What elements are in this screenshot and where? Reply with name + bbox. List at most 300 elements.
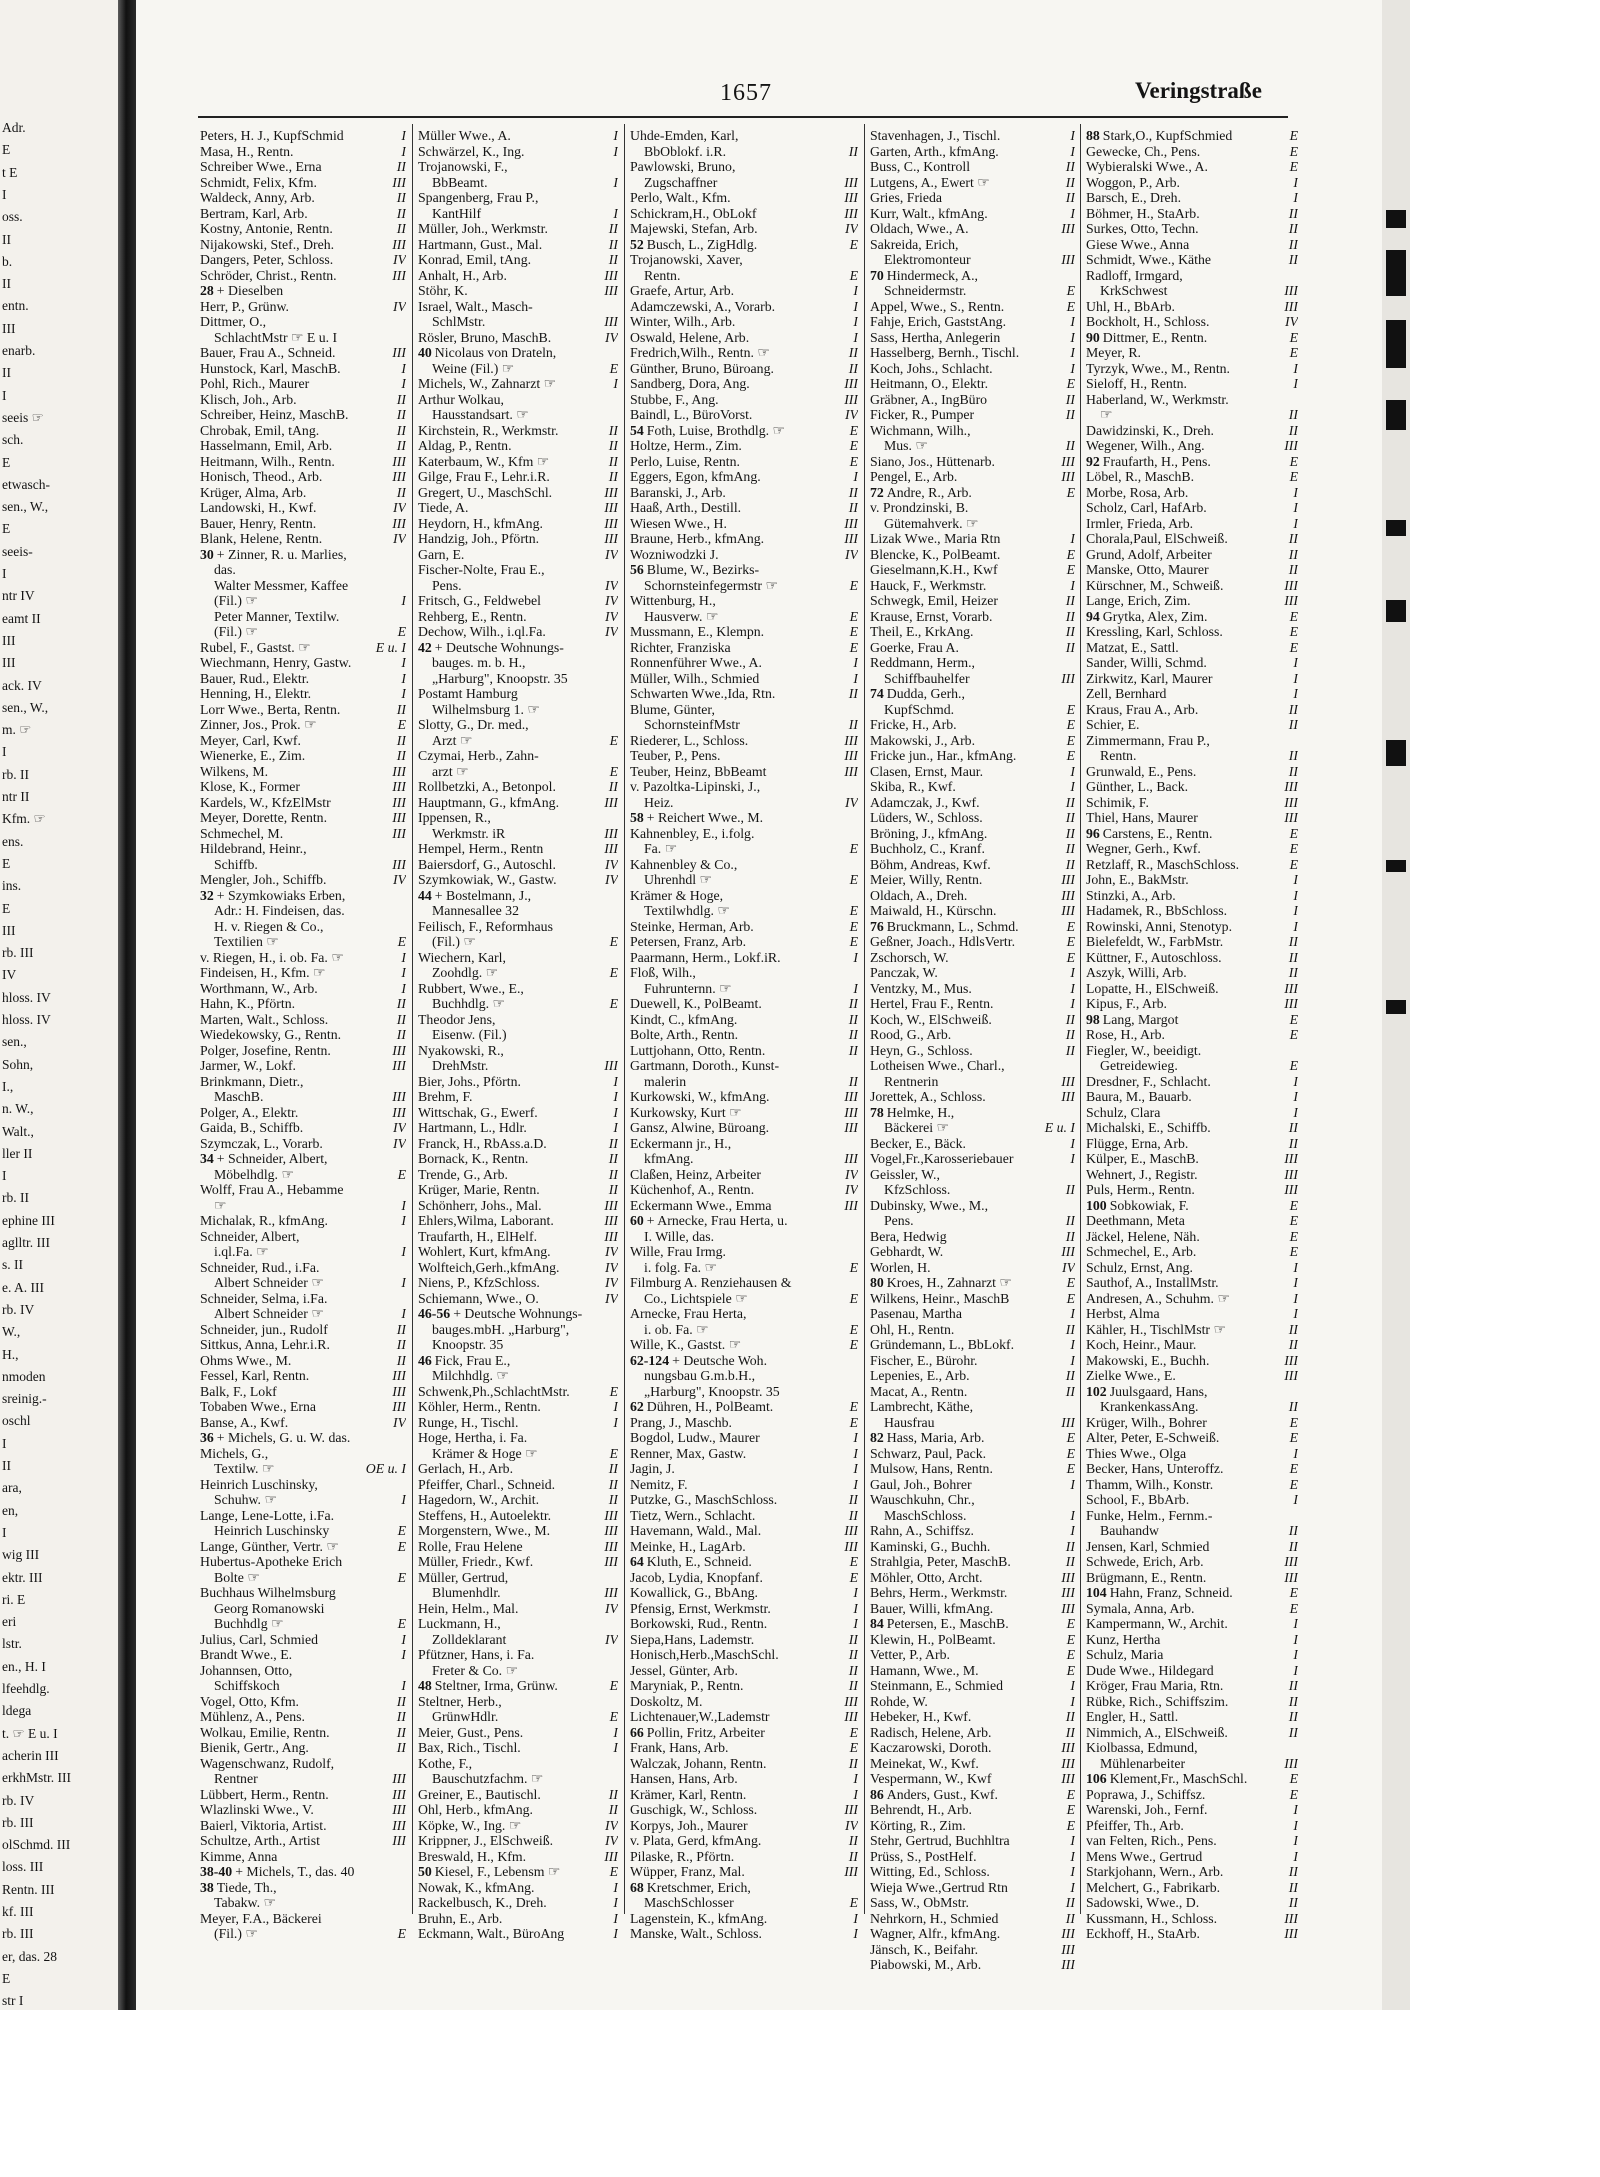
resident-text: Nicolaus von Drateln, xyxy=(434,345,557,360)
resident-text: Wienerke, E., Zim. xyxy=(200,748,306,763)
resident-text: Dresdner, F., Schlacht. xyxy=(1086,1073,1211,1089)
resident-text: Albert Schneider ☞ xyxy=(214,1306,324,1321)
left-page-fragment: Walt., xyxy=(2,1123,34,1139)
resident-text: Putzke, G., MaschSchloss. xyxy=(630,1492,778,1507)
resident-text: Rubbert, Wwe., E., xyxy=(418,980,524,996)
directory-entry xyxy=(630,965,858,981)
floor-marker: I xyxy=(853,1786,858,1802)
floor-marker: I xyxy=(853,980,858,996)
resident-text: Findeisen, H., Kfm. ☞ xyxy=(200,965,326,980)
directory-entry xyxy=(630,1353,858,1369)
floor-marker: IV xyxy=(604,1259,618,1275)
floor-marker: I xyxy=(401,128,406,143)
directory-entry xyxy=(870,609,1075,625)
floor-marker: E xyxy=(1066,1647,1075,1662)
resident-text: Herbst, Alma xyxy=(1086,1306,1160,1321)
floor-marker: II xyxy=(1065,1709,1075,1724)
resident-text: Bera, Hedwig xyxy=(870,1228,947,1244)
directory-entry xyxy=(1086,1663,1298,1679)
resident-text: Hansen, Hans, Arb. xyxy=(630,1771,738,1786)
resident-text: Kiesel, F., Lebensm ☞ xyxy=(434,1864,561,1879)
resident-text: Bolte ☞ xyxy=(214,1569,260,1585)
directory-entry xyxy=(200,1430,406,1446)
floor-marker: IV xyxy=(604,593,618,608)
resident-text: Wybieralski Wwe., A. xyxy=(1086,159,1208,174)
floor-marker: I xyxy=(853,670,858,686)
floor-marker: II xyxy=(1288,1135,1298,1151)
floor-marker: E xyxy=(1066,717,1075,732)
resident-text: Meier, Gust., Pens. xyxy=(418,1724,524,1740)
floor-marker: I xyxy=(1293,515,1298,531)
left-page-fragment: Kfm. ☞ xyxy=(2,811,46,827)
directory-entry xyxy=(418,1601,618,1617)
floor-marker: IV xyxy=(392,531,406,546)
resident-text: Sobkowiak, F. xyxy=(1109,1197,1189,1213)
resident-text: Milchhdlg. ☞ xyxy=(432,1368,509,1383)
resident-text: + Deutsche Wohnungs- xyxy=(434,639,564,655)
directory-entry xyxy=(1086,1849,1298,1865)
resident-text: Tyrzyk, Wwe., M., Rentn. xyxy=(1086,360,1231,376)
directory-entry xyxy=(200,1802,406,1818)
resident-text: Sander, Willi, Schmd. xyxy=(1086,655,1207,670)
directory-entry xyxy=(1086,1275,1298,1291)
floor-marker: E xyxy=(609,732,618,748)
floor-marker: III xyxy=(604,825,618,841)
directory-entry xyxy=(630,1926,858,1942)
directory-entry xyxy=(870,1911,1075,1927)
house-number: 68 xyxy=(630,1879,644,1895)
directory-entry xyxy=(418,764,618,780)
resident-text: Fahje, Erich, GaststAng. xyxy=(870,314,1007,329)
floor-marker: III xyxy=(844,376,858,391)
directory-entry xyxy=(200,1787,406,1803)
directory-entry xyxy=(870,1136,1075,1152)
resident-text: Fessel, Karl, Rentn. xyxy=(200,1368,310,1383)
directory-entry xyxy=(870,903,1075,919)
directory-entry xyxy=(870,872,1075,888)
directory-entry xyxy=(1086,1291,1298,1307)
directory-entry xyxy=(870,1880,1075,1896)
house-number: 36 xyxy=(200,1430,214,1445)
directory-entry xyxy=(418,934,618,950)
floor-marker: I xyxy=(1070,1678,1075,1693)
resident-text: Rentn. xyxy=(1100,748,1137,763)
floor-marker: II xyxy=(608,1786,618,1802)
directory-entry xyxy=(200,686,406,702)
directory-entry xyxy=(1086,1492,1298,1508)
directory-entry xyxy=(200,314,406,330)
resident-text: Sieloff, H., Rentn. xyxy=(1086,376,1187,391)
directory-entry xyxy=(418,1771,618,1787)
house-number: 104 xyxy=(1086,1585,1107,1600)
directory-entry xyxy=(418,686,618,702)
floor-marker: II xyxy=(1288,949,1298,965)
resident-text: Walter Messmer, Kaffee xyxy=(214,577,349,593)
directory-entry xyxy=(870,826,1075,842)
directory-entry xyxy=(870,996,1075,1012)
floor-marker: II xyxy=(396,484,406,500)
directory-entry xyxy=(1086,1322,1298,1338)
resident-text: Worthmann, W., Arb. xyxy=(200,980,318,996)
resident-text: Schickram,H., ObLokf xyxy=(630,205,757,221)
resident-text: Bertram, Karl, Arb. xyxy=(200,205,308,221)
resident-text: Mussmann, E., Klempn. xyxy=(630,624,765,639)
floor-marker: II xyxy=(848,1073,858,1089)
directory-entry xyxy=(870,206,1075,222)
resident-text: Schier, E. xyxy=(1086,717,1140,732)
directory-entry xyxy=(1086,376,1298,392)
resident-text: Heyn, G., Schloss. xyxy=(870,1042,973,1058)
resident-text: Makowski, E., Buchh. xyxy=(1086,1352,1210,1368)
resident-text: Dangers, Peter, Schloss. xyxy=(200,252,334,267)
resident-text: Slotty, G., Dr. med., xyxy=(418,717,529,732)
floor-marker: E xyxy=(849,1569,858,1585)
floor-marker: III xyxy=(1061,1073,1075,1089)
resident-text: Schwarten Wwe.,Ida, Rtn. xyxy=(630,686,776,701)
directory-entry xyxy=(418,1756,618,1772)
directory-entry xyxy=(200,469,406,485)
resident-text: Schuhw. ☞ xyxy=(214,1492,277,1507)
resident-text: Landowski, H., Kwf. xyxy=(200,500,317,515)
resident-text: (Fil.) ☞ xyxy=(214,1926,258,1941)
directory-entry xyxy=(1086,206,1298,222)
resident-text: Müller, Joh., Werkmstr. xyxy=(418,221,548,236)
directory-entry xyxy=(418,640,618,656)
resident-text: Nowak, K., kfmAng. xyxy=(418,1879,535,1895)
floor-marker: III xyxy=(844,1523,858,1538)
directory-entry xyxy=(870,578,1075,594)
resident-text: Tiede, Th., xyxy=(216,1879,277,1895)
resident-text: Banse, A., Kwf. xyxy=(200,1414,289,1430)
directory-entry xyxy=(870,640,1075,656)
floor-marker: II xyxy=(1065,1895,1075,1910)
floor-marker: E xyxy=(1289,1476,1298,1492)
directory-entry xyxy=(200,888,406,904)
floor-marker: IV xyxy=(604,1275,618,1290)
house-number: 38-40 xyxy=(200,1864,233,1879)
resident-text: Uhl, H., BbArb. xyxy=(1086,298,1175,314)
resident-text: Lopatte, H., ElSchweiß. xyxy=(1086,980,1219,996)
directory-entry xyxy=(418,1926,618,1942)
resident-text: Symala, Anna, Arb. xyxy=(1086,1600,1195,1616)
directory-entry xyxy=(200,1306,406,1322)
resident-text: Jarmer, W., Lokf. xyxy=(200,1058,297,1073)
left-page-fragment: rb. IV xyxy=(2,1301,35,1317)
resident-text: Hauptmann, G., kfmAng. xyxy=(418,794,560,810)
floor-marker: I xyxy=(613,1073,618,1089)
thumb-index-tab xyxy=(1386,250,1406,296)
floor-marker: II xyxy=(1065,1368,1075,1383)
resident-text: Eggers, Egon, kfmAng. xyxy=(630,469,761,484)
directory-entry xyxy=(870,1105,1075,1121)
directory-entry xyxy=(870,237,1075,253)
house-number: 82 xyxy=(870,1430,884,1445)
floor-marker: II xyxy=(396,1709,406,1724)
resident-text: Czymai, Herb., Zahn- xyxy=(418,748,539,763)
directory-entry xyxy=(630,1368,858,1384)
floor-marker: III xyxy=(1061,903,1075,918)
resident-text: van Felten, Rich., Pens. xyxy=(1086,1833,1217,1848)
directory-entry xyxy=(630,547,858,563)
directory-entry xyxy=(630,1880,858,1896)
resident-text: Szymkowiak, W., Gastw. xyxy=(418,872,557,887)
directory-entry xyxy=(200,500,406,516)
house-number: 88 xyxy=(1086,128,1100,143)
directory-entry xyxy=(1086,252,1298,268)
directory-entry xyxy=(1086,1306,1298,1322)
directory-entry xyxy=(1086,1818,1298,1834)
directory-entry xyxy=(630,283,858,299)
directory-entry xyxy=(1086,1027,1298,1043)
left-page-fragment: entn. xyxy=(2,298,29,314)
floor-marker: II xyxy=(1288,965,1298,980)
directory-entry xyxy=(200,981,406,997)
left-page-fragment: oschl xyxy=(2,1413,31,1429)
directory-entry xyxy=(870,1833,1075,1849)
directory-entry xyxy=(418,1833,618,1849)
resident-text: Morbe, Rosa, Arb. xyxy=(1086,484,1189,500)
resident-text: MaschSchloss. xyxy=(884,1507,967,1523)
directory-entry xyxy=(418,531,618,547)
resident-text: Waldeck, Anny, Arb. xyxy=(200,190,315,205)
directory-entry xyxy=(1086,717,1298,733)
floor-marker: II xyxy=(1065,407,1075,422)
floor-marker: III xyxy=(844,763,858,779)
directory-entry xyxy=(200,1477,406,1493)
floor-marker: III xyxy=(1284,810,1298,825)
resident-text: Buchholz, C., Kranf. xyxy=(870,841,985,856)
resident-text: Thamm, Wilh., Konstr. xyxy=(1086,1476,1214,1492)
directory-entry xyxy=(1086,1895,1298,1911)
directory-entry xyxy=(1086,702,1298,718)
resident-text: Pilaske, R., Pförtn. xyxy=(630,1848,735,1864)
directory-entry xyxy=(870,1864,1075,1880)
left-page-fragment: Rentn. III xyxy=(2,1881,55,1897)
directory-entry xyxy=(630,779,858,795)
directory-entry xyxy=(630,919,858,935)
floor-marker: III xyxy=(1061,1771,1075,1786)
left-page-fragment: kf. III xyxy=(2,1904,34,1919)
directory-entry xyxy=(200,175,406,191)
floor-marker: I xyxy=(1070,980,1075,996)
directory-entry xyxy=(870,1616,1075,1632)
directory-entry xyxy=(418,857,618,873)
resident-text: Korpys, Joh., Maurer xyxy=(630,1817,748,1833)
directory-entry xyxy=(418,1089,618,1105)
floor-marker: E xyxy=(849,1554,858,1569)
directory-entry xyxy=(870,1849,1075,1865)
directory-entry xyxy=(870,1275,1075,1291)
directory-entry xyxy=(630,888,858,904)
floor-marker: III xyxy=(1061,1957,1075,1972)
left-page-fragment: hloss. IV xyxy=(2,1012,51,1027)
floor-marker: IV xyxy=(392,1414,406,1430)
resident-text: Prang, J., Maschb. xyxy=(630,1414,732,1430)
floor-marker: I xyxy=(1070,1151,1075,1166)
floor-marker: II xyxy=(608,1151,618,1166)
directory-entry xyxy=(418,624,618,640)
directory-entry xyxy=(200,190,406,206)
floor-marker: II xyxy=(1288,1724,1298,1740)
directory-entry xyxy=(1086,1647,1298,1663)
left-page-fragment: t. ☞ E u. I xyxy=(2,1725,58,1741)
resident-text: Adr.: H. Findeisen, das. xyxy=(214,903,345,918)
resident-text: Kowallick, G., BbAng. xyxy=(630,1585,758,1600)
floor-marker: I xyxy=(1293,1104,1298,1120)
directory-entry xyxy=(1086,593,1298,609)
floor-marker: IV xyxy=(604,1600,618,1616)
directory-entry xyxy=(1086,1430,1298,1446)
resident-text: KantHilf xyxy=(432,205,482,221)
floor-marker: I xyxy=(1293,655,1298,670)
floor-marker: I xyxy=(613,1910,618,1926)
resident-text: Schwarz, Paul, Pack. xyxy=(870,1445,987,1461)
directory-entry xyxy=(418,1663,618,1679)
floor-marker: III xyxy=(392,825,406,841)
resident-text: BbBeamt. xyxy=(432,174,488,190)
directory-entry xyxy=(1086,1833,1298,1849)
floor-marker: II xyxy=(608,1802,618,1817)
floor-marker: II xyxy=(1288,748,1298,763)
resident-text: Oldach, Wwe., A. xyxy=(870,221,969,236)
resident-text: Hausstandsart. ☞ xyxy=(432,407,529,422)
resident-text: Carstens, E., Rentn. xyxy=(1102,825,1213,841)
resident-text: Hauck, F., Werkmstr. xyxy=(870,577,987,593)
directory-entry xyxy=(418,1694,618,1710)
resident-text: Mühlenz, A., Pens. xyxy=(200,1709,306,1724)
resident-text: Klose, K., Former xyxy=(200,779,301,794)
directory-entry xyxy=(630,950,858,966)
resident-text: Tobaben Wwe., Erna xyxy=(200,1399,317,1414)
resident-text: Pohl, Rich., Maurer xyxy=(200,376,310,391)
floor-marker: II xyxy=(608,438,618,453)
floor-marker: E xyxy=(1289,1771,1298,1786)
floor-marker: E xyxy=(1289,1011,1298,1027)
directory-entry xyxy=(418,748,618,764)
resident-text: Adamczewski, A., Vorarb. xyxy=(630,298,776,314)
directory-entry xyxy=(418,1523,618,1539)
resident-text: Fredrich,Wilh., Rentn. ☞ xyxy=(630,345,770,360)
resident-text: Retzlaff, R., MaschSchloss. xyxy=(1086,856,1240,872)
floor-marker: E xyxy=(849,453,858,469)
directory-entry xyxy=(200,1725,406,1741)
directory-entry xyxy=(630,1012,858,1028)
floor-marker: I xyxy=(401,360,406,376)
directory-entry xyxy=(200,826,406,842)
resident-text: Bauhandw xyxy=(1100,1523,1160,1538)
floor-marker: II xyxy=(396,1337,406,1352)
resident-text: Kurr, Walt., kfmAng. xyxy=(870,205,988,221)
floor-marker: E xyxy=(1289,639,1298,655)
directory-entry xyxy=(630,764,858,780)
floor-marker: II xyxy=(848,1647,858,1662)
floor-marker: II xyxy=(1065,159,1075,174)
left-page-fragment: eri xyxy=(2,1614,17,1630)
directory-entry xyxy=(870,1709,1075,1725)
directory-entry xyxy=(418,1136,618,1152)
directory-entry xyxy=(630,252,858,268)
floor-marker: III xyxy=(1284,779,1298,794)
directory-entry xyxy=(1086,981,1298,997)
resident-text: Helmke, H., xyxy=(886,1104,955,1120)
directory-entry xyxy=(1086,1012,1298,1028)
resident-text: Schulz, Clara xyxy=(1086,1104,1161,1120)
left-page-fragment: en., H. I xyxy=(2,1658,46,1674)
floor-marker: III xyxy=(1061,469,1075,484)
resident-text: Jensen, Karl, Schmied xyxy=(1086,1538,1210,1554)
directory-entry xyxy=(1086,361,1298,377)
floor-marker: II xyxy=(848,1507,858,1523)
floor-marker: III xyxy=(1284,1182,1298,1197)
house-number: 50 xyxy=(418,1864,432,1879)
resident-text: Scholz, Carl, HafArb. xyxy=(1086,500,1207,515)
directory-entry xyxy=(630,1182,858,1198)
directory-entry xyxy=(418,1213,618,1229)
directory-entry xyxy=(870,454,1075,470)
resident-text: Hausverw. ☞ xyxy=(644,608,719,624)
directory-entry xyxy=(200,1337,406,1353)
directory-entry xyxy=(630,1337,858,1353)
directory-entry xyxy=(630,1818,858,1834)
directory-entry xyxy=(1086,423,1298,439)
directory-entry xyxy=(418,361,618,377)
resident-text: Jessel, Günter, Arb. xyxy=(630,1662,738,1678)
directory-entry xyxy=(1086,764,1298,780)
floor-marker: III xyxy=(1284,996,1298,1011)
floor-marker: I xyxy=(853,1771,858,1786)
floor-marker: I xyxy=(853,1926,858,1941)
floor-marker: I xyxy=(401,1678,406,1693)
directory-entry xyxy=(630,686,858,702)
directory-entry xyxy=(870,516,1075,532)
floor-marker: III xyxy=(844,391,858,407)
directory-entry xyxy=(418,1291,618,1307)
house-number: 96 xyxy=(1086,825,1100,841)
floor-marker: I xyxy=(1293,1817,1298,1833)
directory-entry xyxy=(1086,1601,1298,1617)
floor-marker: IV xyxy=(604,872,618,887)
floor-marker: I xyxy=(613,1104,618,1120)
directory-entry xyxy=(418,1322,618,1338)
directory-entry xyxy=(630,934,858,950)
directory-entry xyxy=(200,1353,406,1369)
floor-marker: II xyxy=(1288,1864,1298,1879)
resident-text: Melchert, G., Fabrikarb. xyxy=(1086,1879,1221,1895)
resident-text: Schmidt, Wwe., Käthe xyxy=(1086,252,1212,267)
floor-marker: II xyxy=(1065,841,1075,856)
resident-text: Rahn, A., Schiffsz. xyxy=(870,1523,974,1538)
directory-entry xyxy=(630,1260,858,1276)
floor-marker: II xyxy=(1288,1693,1298,1709)
resident-text: Zielke Wwe., E. xyxy=(1086,1368,1176,1383)
resident-text: Postamt Hamburg xyxy=(418,686,518,701)
directory-entry xyxy=(1086,1787,1298,1803)
floor-marker: III xyxy=(844,1864,858,1879)
floor-marker: I xyxy=(853,1461,858,1476)
directory-entry xyxy=(200,702,406,718)
directory-entry xyxy=(200,764,406,780)
floor-marker: I xyxy=(401,1213,406,1228)
resident-text: Bolte, Arth., Rentn. xyxy=(630,1027,739,1042)
floor-marker: E xyxy=(609,996,618,1011)
resident-text: Blumenhdlr. xyxy=(432,1585,501,1600)
directory-entry xyxy=(418,981,618,997)
directory-entry xyxy=(418,578,618,594)
floor-marker: I xyxy=(1293,1073,1298,1089)
resident-text: Deethmann, Meta xyxy=(1086,1213,1185,1228)
left-page-fragment: en, xyxy=(2,1502,19,1518)
resident-text: Schneidermstr. xyxy=(884,283,967,298)
